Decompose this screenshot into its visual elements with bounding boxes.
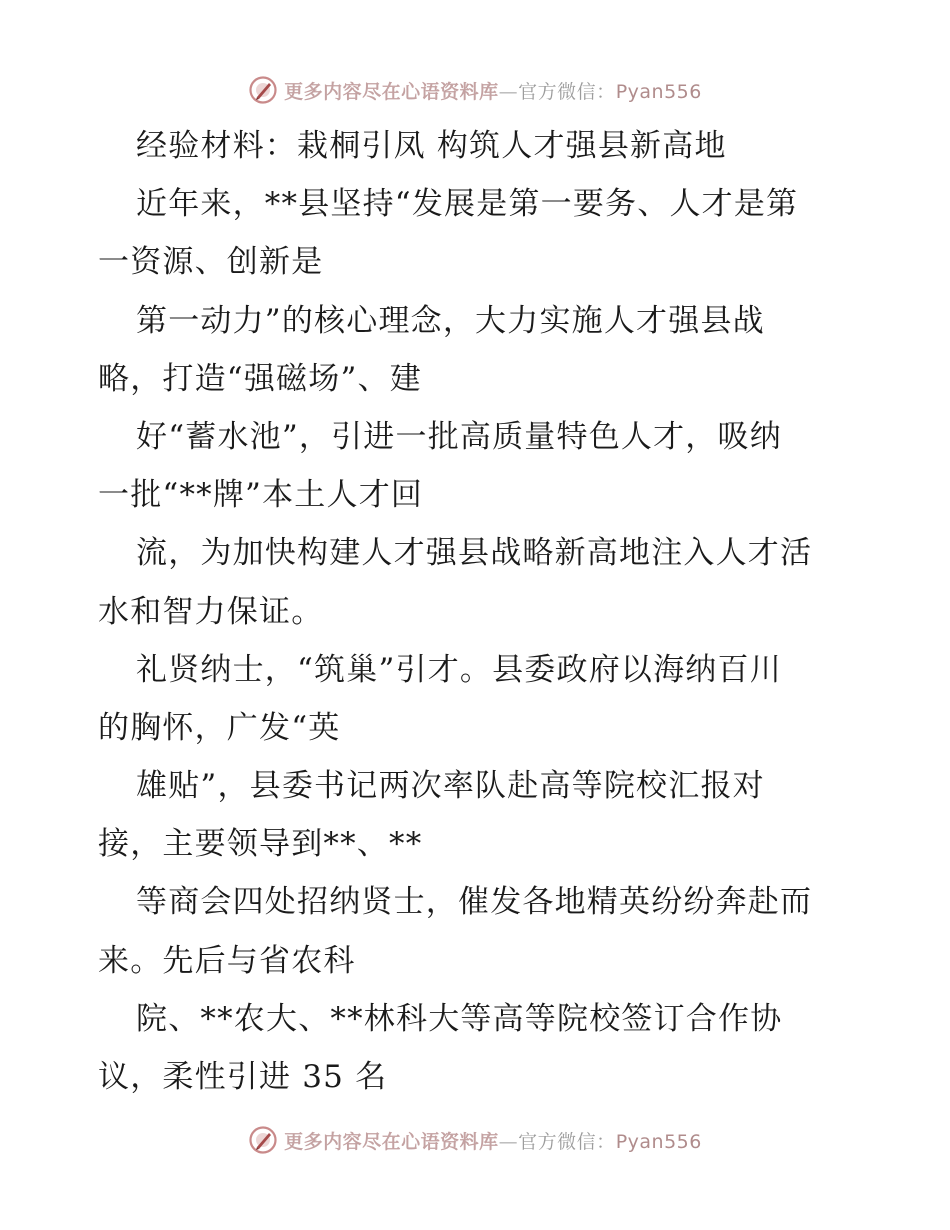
paragraph-line: 一批“**牌”本土人才回 <box>98 477 424 514</box>
paragraph-line: 议，柔性引进 35 名 <box>98 1059 388 1095</box>
paragraph-line: 等商会四处招纳贤士，催发各地精英纷纷奔赴而 <box>136 884 813 921</box>
watermark-dash: — <box>498 1130 519 1153</box>
paragraph-line: 雄贴”，县委书记两次率队赴高等院校汇报对 <box>136 768 765 805</box>
paragraph-line: 礼贤纳士，“筑巢”引才。县委政府以海纳百川 <box>136 651 782 688</box>
watermark-label: 官方微信： <box>518 1130 616 1153</box>
watermark-label: 官方微信： <box>518 80 616 103</box>
quill-seal-icon <box>248 1125 278 1155</box>
watermark-handle: Pyan556 <box>615 80 702 103</box>
quill-seal-icon <box>248 75 278 105</box>
paragraph-line: 流，为加快构建人才强县战略新高地注入人才活 <box>136 535 813 572</box>
paragraph-line: 第一动力”的核心理念，大力实施人才强县战 <box>136 302 765 339</box>
paragraph-line: 一资源、创新是 <box>98 244 324 281</box>
paragraph-line: 近年来，**县坚持“发展是第一要务、人才是第 <box>136 186 799 223</box>
watermark-handle: Pyan556 <box>615 1130 702 1153</box>
watermark-site-text: 更多内容尽在心语资料库 <box>284 80 499 103</box>
document-title: 经验材料：栽桐引凤 构筑人才强县新高地 <box>136 128 727 164</box>
paragraph-line: 来。先后与省农科 <box>98 942 356 979</box>
header-watermark <box>0 70 950 110</box>
watermark-dash: — <box>498 80 519 103</box>
footer-watermark <box>0 1120 950 1160</box>
paragraph-line: 院、**农大、**林科大等高等院校签订合作协 <box>136 1000 783 1037</box>
paragraph-line: 接，主要领导到**、** <box>98 826 423 863</box>
paragraph-line: 略，打造“强磁场”、建 <box>98 360 422 397</box>
watermark-site-text: 更多内容尽在心语资料库 <box>284 1130 499 1153</box>
document-body <box>98 117 858 1106</box>
paragraph-line: 的胸怀，广发“英 <box>98 709 341 746</box>
paragraph-line: 水和智力保证。 <box>98 593 324 630</box>
paragraph-line: 好“蓄水池”，引进一批高质量特色人才，吸纳 <box>136 418 782 455</box>
